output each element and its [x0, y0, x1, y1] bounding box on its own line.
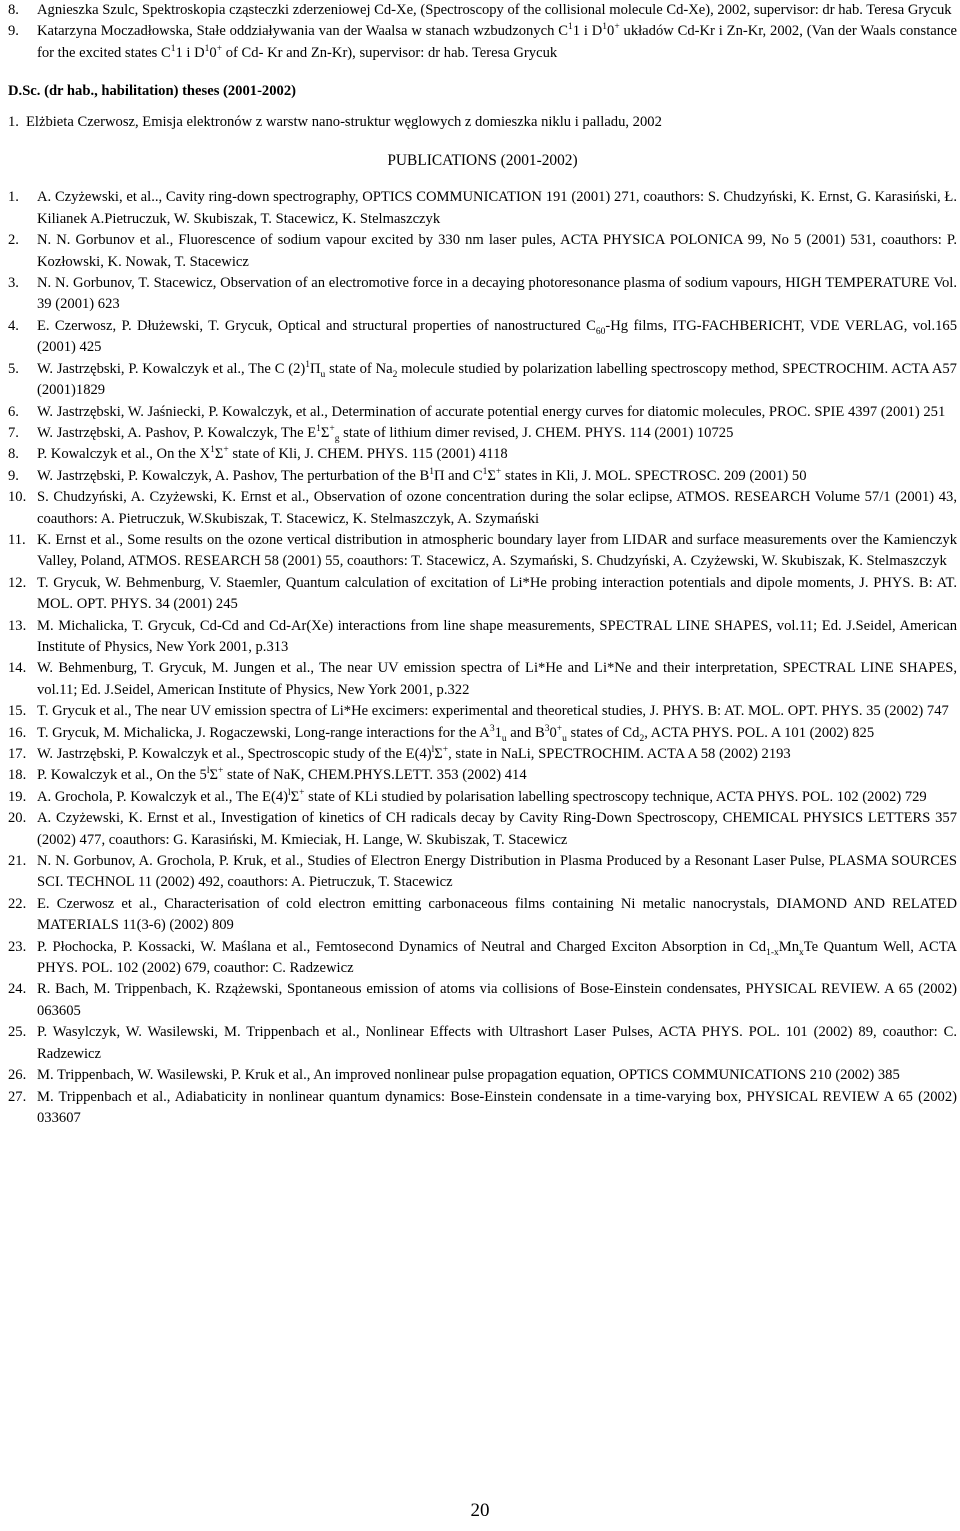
publication-item: [8, 979, 957, 1022]
publication-item-number: 22.: [8, 895, 27, 912]
publication-item-number: 10.: [8, 489, 27, 506]
publication-item-text: A. Grochola, P. Kowalczyk et al., The $E(4)^l\Sigma^+$ state of KLi studied by polarisation labelling spectroscopy technique, ACTA PHYS. POL. 102 (2002) 729: [37, 787, 927, 805]
publication-item-number: 1.: [8, 189, 19, 206]
publication-item: [8, 937, 957, 980]
theses-list: [8, 0, 957, 64]
thesis-item-text: Agnieszka Szulc, Spektroskopia cząsteczki zderzeniowej Cd-Xe, (Spectroscopy of the collisional molecule Cd-Xe), 2002, supervisor: dr hab. Teresa Grycuk: [37, 2, 952, 18]
publication-item-text: K. Ernst et al., Some results on the ozone vertical distribution in atmospheric boundary layer from LIDAR and surface measurements over the Kamienczyk Valley, Poland, ATMOS. RESEARCH 58 (2001) 55, coauthors: T. Stacewicz, A. Szymański, S. Chudzyński, A. Czyżewski, W. Skubiszak, K. Stelmaszczyk: [37, 531, 957, 570]
publication-item-text: T. Grycuk, W. Behmenburg, V. Staemler, Quantum calculation of excitation of Li*He probing interaction potentials and dipole moments, J. PHYS. B: AT. MOL. OPT. PHYS. 34 (2001) 245: [37, 574, 957, 613]
publication-item: [8, 744, 957, 765]
publication-item-number: 4.: [8, 317, 19, 334]
publication-item: [8, 316, 957, 359]
publication-item-text: W. Jastrzębski, P. Kowalczyk et al., The C $(2)^1\Pi_u$ state of $Na_2$ molecule studied by polarization labelling spectroscopy method, SPECTROCHIM. ACTA A57 (2001)1829: [37, 359, 957, 399]
habilitation-item-number: 1.: [8, 113, 19, 130]
publication-item-text: M. Trippenbach, W. Wasilewski, P. Kruk et al., An improved nonlinear pulse propagation equation, OPTICS COMMUNICATIONS 210 (2002) 385: [37, 1067, 900, 1084]
publication-item-number: 13.: [8, 617, 27, 634]
publication-item-text: T. Grycuk et al., The near UV emission spectra of Li*He excimers: experimental and theoretical studies, J. PHYS. B: AT. MOL. OPT. PHYS. 35 (2002) 747: [37, 703, 949, 720]
publication-item: [8, 466, 957, 487]
publication-item-number: 16.: [8, 724, 27, 741]
publication-item-text: N. N. Gorbunov, A. Grochola, P. Kruk, et al., Studies of Electron Energy Distribution in Plasma Produced by a Resonant Laser Pulse, PLASMA SOURCES SCI. TECHNOL 11 (2002) 492, coauthors: A. Pietruczuk, T. Stacewicz: [37, 853, 957, 891]
publication-item-number: 9.: [8, 467, 19, 484]
publication-item: [8, 1065, 957, 1086]
publication-item-number: 21.: [8, 853, 27, 870]
publication-item: [8, 765, 957, 786]
publication-item: [8, 787, 957, 808]
publication-item: [8, 1087, 957, 1130]
publication-item-text: M. Trippenbach et al., Adiabaticity in nonlinear quantum dynamics: Bose-Einstein condensate in a time-varying box, PHYSICAL REVIEW A 65 (2002) 033607: [37, 1088, 957, 1126]
publication-item: [8, 402, 957, 423]
publication-item: [8, 616, 957, 659]
publication-item-number: 25.: [8, 1024, 27, 1041]
publication-item-number: 14.: [8, 660, 27, 677]
publication-item-text: M. Michalicka, T. Grycuk, Cd-Cd and Cd-Ar(Xe) interactions from line shape measurements, SPECTRAL LINE SHAPES, vol.11; Ed. J.Seidel, American Institute of Physics, New York 2001, p.313: [37, 617, 957, 655]
page-number: 20: [470, 1500, 490, 1521]
publication-item-text: E. Czerwosz, P. Dłużewski, T. Grycuk, Optical and structural properties of nanostructured $C_{60}-Hg$ films, ITG-FACHBERICHT, VDE VERLAG, vol.165 (2001) 425: [37, 317, 957, 356]
publication-item-text: R. Bach, M. Trippenbach, K. Rzążewski, Spontaneous emission of atoms via collisions of Bose-Einstein condensates, PHYSICAL REVIEW. A 65 (2002) 063605: [37, 981, 957, 1019]
publication-item-text: W. Jastrzębski, P. Kowalczyk et al., Spectroscopic study of the $E(4)^l\Sigma^+$, state in NaLi, SPECTROCHIM. ACTA A 58 (2002) 2193: [37, 745, 791, 762]
publication-item-number: 27.: [8, 1088, 27, 1105]
thesis-item-text: Katarzyna Moczadłowska, Stałe oddziaływania van der Waalsa w stanach wzbudzonych $C^11$ i $D^10^+$ układów Cd-Kr i Zn-Kr, 2002, (Van der Waals constance for the excited states $C^11$ i $D^10^+$ of Cd- Kr and Zn-Kr), supervisor: dr hab. Teresa Grycuk: [37, 22, 957, 61]
publication-item-number: 12.: [8, 574, 27, 591]
thesis-item-number: 9.: [8, 23, 19, 40]
publication-item: [8, 530, 957, 573]
publication-item: [8, 359, 957, 402]
publication-item: [8, 573, 957, 616]
thesis-item: [8, 21, 957, 64]
publication-item-number: 20.: [8, 810, 27, 827]
publication-item-text: T. Grycuk, M. Michalicka, J. Rogaczewski, Long-range interactions for the $A^31_u$ and $B^30^+_u$ states of $Cd_2$, ACTA PHYS. POL. A 101 (2002) 825: [37, 723, 875, 744]
publication-item: [8, 187, 957, 230]
publication-item: [8, 487, 957, 530]
publication-item: [8, 701, 957, 722]
publication-item: [8, 851, 957, 894]
publication-item-number: 7.: [8, 424, 19, 441]
habilitation-item: [8, 112, 957, 133]
habilitation-heading: D.Sc. (dr hab., habilitation) theses (2001-2002): [8, 83, 296, 100]
publication-item-number: 5.: [8, 360, 19, 377]
publication-item-number: 6.: [8, 403, 19, 420]
thesis-item-number: 8.: [8, 2, 19, 18]
publication-item-text: A. Czyżewski, K. Ernst et al., Investigation of kinetics of CH radicals decay by Cavity Ring-Down Spectroscopy, CHEMICAL PHYSICS LETTERS 357 (2002) 477, coauthors: G. Karasiński, M. Kmieciak, H. Lange, W. Skubiszak, T. Stacewicz: [37, 810, 957, 848]
publication-item: [8, 423, 957, 444]
publication-item: [8, 723, 957, 744]
publication-item-text: P. Płochocka, P. Kossacki, W. Maślana et al., Femtosecond Dynamics of Neutral and Charged Exciton Absorption in $Cd_{1-x}Mn_xTe$ Quantum Well, ACTA PHYS. POL. 102 (2002) 679, coauthor: C. Radzewicz: [37, 938, 957, 977]
publication-item-number: 8.: [8, 446, 19, 463]
publication-item-text: A. Czyżewski, et al.., Cavity ring-down spectrography, OPTICS COMMUNICATION 191 (2001) 271, coauthors: S. Chudzyński, K. Ernst, G. Karasiński, Ł. Kilianek A.Pietruczuk, W. Skubiszak, T. Stacewicz, K. Stelmaszczyk: [37, 189, 957, 227]
publication-item: [8, 444, 957, 465]
publication-item-number: 26.: [8, 1067, 27, 1084]
publication-item-text: E. Czerwosz et al., Characterisation of cold electron emitting carbonaceous films containing Ni metalic nanocrystals, DIAMOND AND RELATED MATERIALS 11(3-6) (2002) 809: [37, 895, 957, 934]
publication-item-text: P. Kowalczyk et al., On the $X^1\Sigma^+$ state of Kli, J. CHEM. PHYS. 115 (2001) 4118: [37, 445, 508, 463]
publication-item-number: 15.: [8, 703, 27, 720]
publication-item-number: 2.: [8, 232, 19, 249]
publication-item: [8, 894, 957, 937]
publication-item-text: P. Wasylczyk, W. Wasilewski, M. Trippenbach et al., Nonlinear Effects with Ultrashort Laser Pulses, ACTA PHYS. POL. 101 (2002) 89, coauthor: C. Radzewicz: [37, 1024, 957, 1062]
publication-item-number: 17.: [8, 746, 27, 762]
publication-item-number: 3.: [8, 275, 19, 292]
publication-item-number: 11.: [8, 531, 26, 548]
publication-item-number: 23.: [8, 938, 27, 955]
publication-item-number: 24.: [8, 981, 27, 998]
publication-item-text: P. Kowalczyk et al., On the 5$^l$Σ+ state of NaK, CHEM.PHYS.LETT. 353 (2002) 414: [37, 766, 527, 784]
publication-item-text: N. N. Gorbunov, T. Stacewicz, Observation of an electromotive force in a decaying photoresonance plasma of sodium vapours, HIGH TEMPERATURE Vol. 39 (2001) 623: [37, 275, 957, 313]
publication-item-number: 18.: [8, 767, 27, 784]
publication-item-text: W. Jastrzębski, A. Pashov, P. Kowalczyk, The $E^1\Sigma^+_g$ state of lithium dimer revised, J. CHEM. PHYS. 114 (2001) 10725: [37, 424, 734, 444]
publication-item-text: W. Jastrzębski, W. Jaśniecki, P. Kowalczyk, et al., Determination of accurate potential energy curves for diatomic molecules, PROC. SPIE 4397 (2001) 251: [37, 403, 946, 420]
publication-item: [8, 273, 957, 316]
publication-item-text: W. Jastrzębski, P. Kowalczyk, A. Pashov, The perturbation of the $B^1\Pi$ and $C^1\Sigma^+$ states in Kli, J. MOL. SPECTROSC. 209 (2001) 50: [37, 466, 807, 484]
publication-item-number: 19.: [8, 788, 27, 805]
publications-list: [8, 187, 957, 1129]
publication-item: [8, 1022, 957, 1065]
publication-item: [8, 808, 957, 851]
document-body: [8, 0, 957, 1129]
thesis-item: [8, 0, 957, 21]
publication-item-text: W. Behmenburg, T. Grycuk, M. Jungen et al., The near UV emission spectra of Li*He and Li*Ne and their interpretation, SPECTRAL LINE SHAPES, vol.11; Ed. J.Seidel, American Institute of Physics, New York 2001, p.322: [37, 660, 957, 698]
publication-item-text: N. N. Gorbunov et al., Fluorescence of sodium vapour excited by 330 nm laser pules, ACTA PHYSICA POLONICA 99, No 5 (2001) 531, coauthors: P. Kozłowski, K. Nowak, T. Stacewicz: [37, 232, 957, 270]
publications-title: PUBLICATIONS (2001-2002): [387, 152, 578, 170]
publication-item-text: S. Chudzyński, A. Czyżewski, K. Ernst et al., Observation of ozone concentration during the solar eclipse, ATMOS. RESEARCH Volume 57/1 (2001) 43, coauthors: A. Pietruczuk, W.Skubiszak, T. Stacewicz, K. Stelmaszczyk, A. Szymański: [37, 489, 957, 527]
publication-item: [8, 658, 957, 701]
habilitation-item-text: Elżbieta Czerwosz, Emisja elektronów z warstw nano-struktur węglowych z domieszka niklu i palladu, 2002: [26, 113, 662, 130]
publication-item: [8, 230, 957, 273]
